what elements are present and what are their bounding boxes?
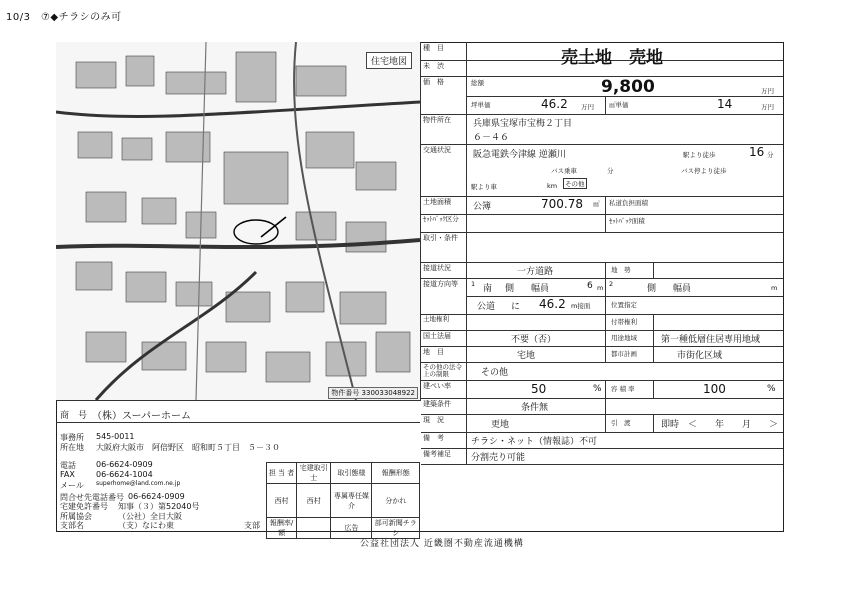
- access-value: 一方道路: [517, 267, 554, 277]
- row-other-plan: その他の法令上の制限 その他: [421, 362, 783, 381]
- coverage-value: 50: [531, 382, 547, 396]
- row-remarks2: 備考補足 分割売り可能: [421, 448, 783, 465]
- property-table: [421, 42, 783, 530]
- row-traffic: 交通状況 阪急電鉄今津線 逆瀬川 駅より徒歩 16 分 バス乗車 分 バス停より徒歩 駅より車 km その他: [421, 144, 783, 197]
- row-national: 国土法届 不要（否） 用途地域 第一種低層住居専用地域: [421, 330, 783, 347]
- handover-value: 即時 ＜ 年 月 ＞: [661, 420, 779, 430]
- direction-1: 南: [483, 284, 493, 294]
- map-drawing: [56, 42, 420, 400]
- chimoku-value: 宅地: [517, 351, 536, 361]
- other-plan-value: その他: [481, 368, 509, 378]
- urban-value: 市街化区域: [677, 351, 723, 361]
- row-current: 現 況 更地 引 渡 即時 ＜ 年 月 ＞: [421, 414, 783, 433]
- deal-type: 専属専任媒介: [331, 484, 372, 518]
- branch: （支）なにわ東: [118, 521, 174, 530]
- staff-name: 西村: [267, 484, 297, 518]
- location-line1: 兵庫県宝塚市宝梅２丁目: [473, 119, 573, 129]
- company-tel: 06-6624-0909: [96, 460, 153, 469]
- row-chimoku: 地 目 宅地 都市計画 市街化区域: [421, 346, 783, 363]
- walk-minutes: 16: [749, 145, 765, 159]
- row-conditions: 取引・条件: [421, 232, 783, 263]
- row-price: 価 格 総額 9,800 万円 坪単価 46.2 万円 ㎡単価 14 万円: [421, 76, 783, 115]
- header-date: 10/3 ⑦◆チラシのみ可: [6, 12, 122, 23]
- zoning-value: 第一種低層住居専用地域: [661, 335, 761, 345]
- kind-value: 売土地 売地: [561, 48, 663, 68]
- row-land: 土地面積 公簿 700.78 ㎡ 私道負担面積: [421, 196, 783, 215]
- row-land-right: 土地権利 付帯権利: [421, 314, 783, 331]
- current-value: 更地: [491, 420, 510, 430]
- road-width: 6: [587, 281, 593, 291]
- far-value: 100: [703, 382, 726, 396]
- row-status: 未 渋: [421, 60, 783, 77]
- build-value: 条件無: [521, 403, 549, 413]
- row-remarks: 備 考 チラシ・ネット（情報誌）不可: [421, 432, 783, 449]
- train-line: 阪急電鉄今津線 逆瀬川: [473, 150, 566, 160]
- association: （公社）全日大阪: [118, 512, 182, 521]
- transaction-grid: 担 当 者 宅建取引士 取引態様 報酬形態 西村 西村 専属専任媒介 分かれ 報酬率/額 広告 部可新聞チラシ: [266, 462, 420, 530]
- location-map: [56, 42, 421, 401]
- location-line2: ６－４６: [473, 133, 510, 143]
- frontage: 46.2: [539, 297, 566, 311]
- price-value: 9,800: [601, 77, 655, 97]
- license-number: 知事（３）第52040号: [118, 502, 200, 511]
- remarks-value: チラシ・ネット（情報誌）不可: [471, 437, 598, 447]
- agent-name: 西村: [297, 484, 331, 518]
- row-kind: 種 目 売土地 売地: [421, 42, 783, 61]
- sqm-value: 14: [717, 97, 733, 111]
- company-block: 商 号 （株）スーパーホーム 事務所 545-0011 所在地 大阪府大阪市 阿倍野区 昭和町５丁目 ５－３０ 電話 06-6624-0909 FAX 06-6624-1004 メール superhome@land.com.ne.jp 問合せ先電話番号 06-6624-0909 宅建免許番号 知事（３）第52040号 所属協会 （公社）全日大阪 支部名 （支）なにわ東 支部 担 当 者 宅建取引士 取引態様 報酬形態 西村 西村 専属専任媒介 分かれ 報酬率/額 広告 部可新聞チラシ: [56, 400, 420, 530]
- footer-organization: 公益社団法人 近畿圏不動産流通機構: [360, 539, 524, 549]
- national-value: 不要（否）: [511, 335, 557, 345]
- header-marker: ⑦◆チラシのみ可: [40, 12, 122, 23]
- row-setback: ｾｯﾄﾊﾞｯｸ区分 ｾｯﾄﾊﾞｯｸ面積: [421, 214, 783, 233]
- row-access: 接道状況 一方道路 地 勢: [421, 262, 783, 279]
- land-area: 700.78: [541, 197, 583, 211]
- row-build: 建築条件 条件無: [421, 398, 783, 415]
- tsubo-value: 46.2: [541, 97, 568, 111]
- postal-code: 545-0011: [96, 432, 135, 441]
- remarks2-value: 分割売り可能: [471, 453, 526, 463]
- row-direction: 接道方向等 1 南 側 幅員 6 m 2 側 幅員 m 公道 に 46.2 m接面 位置指定: [421, 278, 783, 315]
- company-address: 大阪府大阪市 阿倍野区 昭和町５丁目 ５－３０: [96, 443, 280, 452]
- company-name: （株）スーパーホーム: [92, 411, 191, 422]
- company-mail: superhome@land.com.ne.jp: [96, 480, 181, 487]
- contact-tel: 06-6624-0909: [128, 492, 185, 501]
- fee-type: 分かれ: [372, 484, 420, 518]
- row-coverage: 建ぺい率 50 % 容 積 率 100 %: [421, 380, 783, 399]
- map-tag: 住宅地図: [366, 52, 412, 69]
- company-fax: 06-6624-1004: [96, 470, 153, 479]
- map-number: 物件番号 330033048922: [328, 387, 418, 399]
- row-location: 物件所在 兵庫県宝塚市宝梅２丁目 ６－４６: [421, 114, 783, 145]
